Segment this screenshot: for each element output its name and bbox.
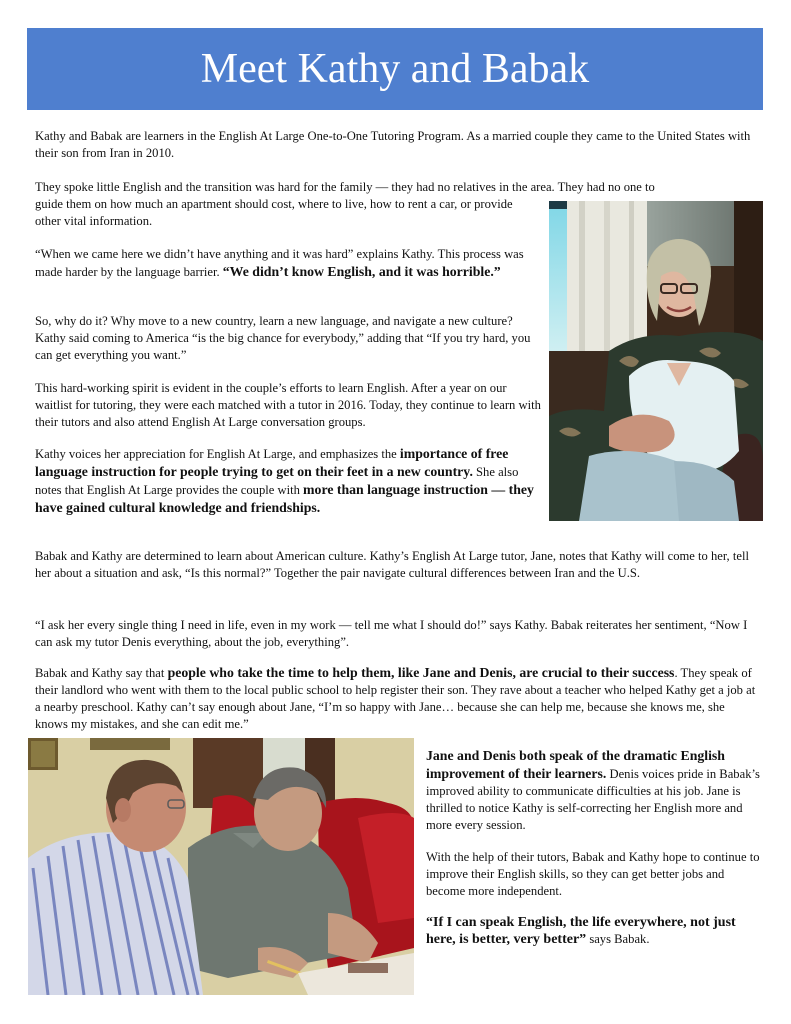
paragraph-closing-quote [426,914,766,948]
paragraph-why: So, why do it? Why move to a new country, learn a new language, and navigate a new culture? Kathy said coming to America “is the big chance for everybody,” adding that “If you try hard, you can get everything you want.” [35,314,531,362]
photo-tutoring-session [28,738,414,995]
bold-emphasis: Jane and Denis both speak of the dramatic English improvement of their learners. [426,748,725,781]
paragraph-text: She also notes that English At Large provides the couple with [35,465,519,497]
paragraph-helpers [35,664,760,733]
bold-emphasis: more than language instruction — they have gained cultural knowledge and friendships. [35,482,534,515]
paragraph-text: says Babak. [586,932,650,946]
paragraph-ask: “I ask her every single thing I need in life, even in my work — tell me what I should do!” says Kathy. Babak reiterates her sentiment, “Now I can ask my tutor Denis everything, about the job, everything”. [35,618,748,649]
paragraph-hard-working: This hard-working spirit is evident in the couple’s efforts to learn English. After a year on our waitlist for tutoring, they were each matched with a tutor in 2016. Today, they continue to learn with their tutors and also attend English At Large conversation groups. [35,381,541,429]
paragraph-hard-start [35,246,535,281]
paragraph-appreciation [35,445,540,517]
paragraph-text: Denis voices pride in Babak’s improved ability to communicate difficulties at his job. Jane is thrilled to notice Kathy is self-correcting her English more and more every session. [426,767,760,832]
bold-quote: “We didn’t know English, and it was horrible.” [222,264,501,279]
paragraph-text: “When we came here we didn’t have anything and it was hard” explains Kathy. This process was made harder by the language barrier. [35,247,524,279]
paragraph-transition-rest: guide them on how much an apartment should cost, where to live, how to rent a car, or provide other vital information. [35,197,513,228]
paragraph-text: Babak and Kathy say that [35,666,168,680]
bold-quote: “If I can speak English, the life everywhere, not just here, is better, very better” [426,915,736,947]
paragraph-culture: Babak and Kathy are determined to learn about American culture. Kathy’s English At Large tutor, Jane, notes that Kathy will come to her, tell her about a situation and ask, “Is this normal?” Together the pair navigate cultural differences between Iran and the U.S. [35,549,749,580]
photo-kathy [549,201,763,521]
paragraph-transition-line1: They spoke little English and the transition was hard for the family — they had no relatives in the area. They had no one to [35,180,655,194]
paragraph-text: . They speak of their landlord who went with them to the local public school to help register their son. They rave about a teacher who helped Kathy get a job at a nearby preschool. Kathy can’t say enough about Jane, “I’m so happy with Jane… because she can help me, because she knows me, she knows my mistakes, and she can edit me.” [35,666,756,731]
tutoring-session-image [28,738,414,995]
bold-emphasis: importance of free language instruction for people trying to get on their feet in a new country. [35,446,509,479]
paragraph-intro: Kathy and Babak are learners in the English At Large One-to-One Tutoring Program. As a married couple they came to the United States with their son from Iran in 2010. [35,129,751,160]
kathy-portrait-image [549,201,763,521]
paragraph-improvement [426,747,766,834]
bold-emphasis: people who take the time to help them, like Jane and Denis, are crucial to their success [167,665,675,680]
title-banner [27,28,763,110]
paragraph-future: With the help of their tutors, Babak and Kathy hope to continue to improve their English skills, so they can get better jobs and become more independent. [426,850,760,898]
paragraph-text: Kathy voices her appreciation for English At Large, and emphasizes the [35,447,400,461]
page-title: Meet Kathy and Babak [200,46,590,92]
